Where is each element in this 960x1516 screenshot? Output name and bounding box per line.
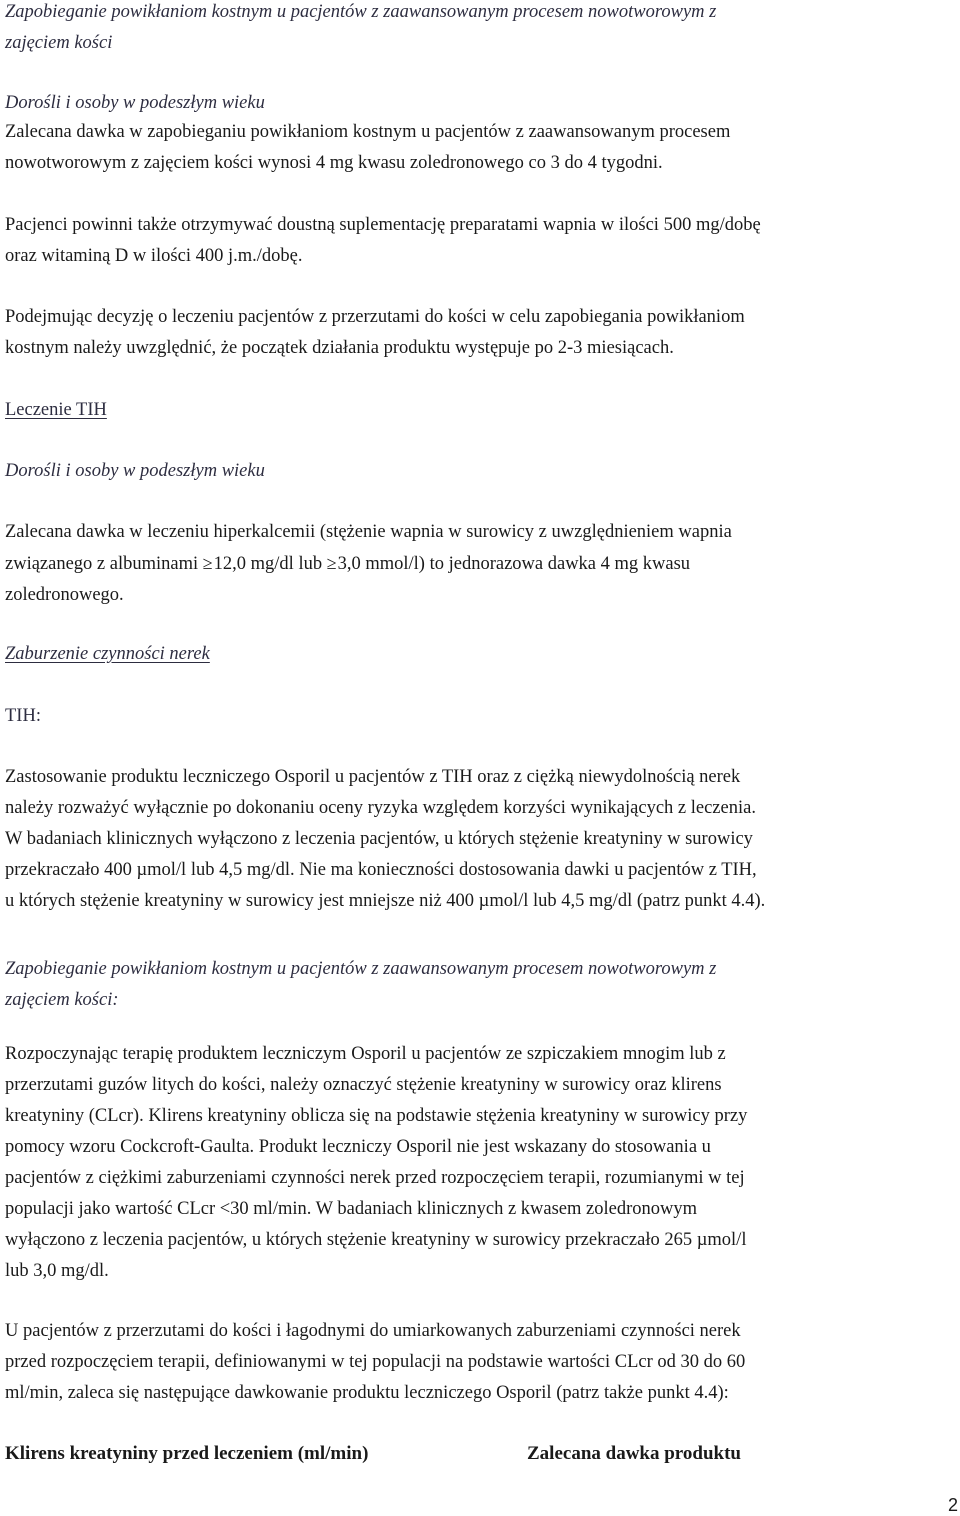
- paragraph-line: W badaniach klinicznych wyłączono z leczenia pacjentów, u których stężenie kreatyniny w surowicy: [5, 829, 753, 849]
- section-heading-renal-impairment: [5, 639, 955, 670]
- paragraph-line: kreatyniny (CLcr). Klirens kreatyniny oblicza się na podstawie stężenia kreatyniny w surowicy przy: [5, 1106, 748, 1126]
- paragraph-line: ml/min, zaleca się następujące dawkowanie produktu leczniczego Osporil (patrz także punkt 4.4):: [5, 1383, 729, 1403]
- paragraph-line: Zalecana dawka w zapobieganiu powikłaniom kostnym u pacjentów z zaawansowanym procesem: [5, 122, 731, 142]
- heading-text: Leczenie TIH: [5, 400, 107, 420]
- greater-equal-symbol: ≥: [202, 553, 213, 573]
- table-header-recommended-dose: Zalecana dawka produktu: [527, 1443, 741, 1464]
- paragraph-line: pacjentów z ciężkimi zaburzeniami czynności nerek przed rozpoczęciem terapii, rozumianymi w tej: [5, 1168, 745, 1188]
- paragraph-line: Zalecana dawka w leczeniu hiperkalcemii (stężenie wapnia w surowicy z uwzględnieniem wapnia: [5, 522, 732, 542]
- paragraph-line: Podejmując decyzję o leczeniu pacjentów z przerzutami do kości w celu zapobiegania powikłaniom: [5, 307, 745, 327]
- paragraph-myeloma-renal: [5, 1039, 955, 1287]
- subheading-adults: [5, 88, 955, 119]
- paragraph-line: U pacjentów z przerzutami do kości i łagodnymi do umiarkowanych zaburzeniami czynności nerek: [5, 1321, 741, 1341]
- page-number: 2: [947, 1495, 958, 1515]
- subheading-text: Dorośli i osoby w podeszłym wieku: [5, 93, 265, 113]
- paragraph-line: przed rozpoczęciem terapii, definiowanymi w tej populacji na podstawie wartości CLcr od 30 do 60: [5, 1352, 746, 1372]
- paragraph-hypercalcemia-dose: [5, 517, 955, 611]
- paragraph-line: wyłączono z leczenia pacjentów, u których stężenie kreatyniny w surowicy przekraczało 265 µmol/l: [5, 1230, 747, 1250]
- paragraph-recommended-dose: [5, 117, 955, 179]
- paragraph-supplementation: [5, 210, 955, 272]
- paragraph-line: populacji jako wartość CLcr <30 ml/min. W badaniach klinicznych z kwasem zoledronowym: [5, 1199, 698, 1219]
- text-fragment: 3,0 mmol/l) to jednorazowa dawka 4 mg kwasu: [337, 554, 691, 574]
- section-heading-tih-treatment: [5, 395, 955, 426]
- paragraph-line: [5, 548, 955, 580]
- label-tih: [5, 701, 955, 732]
- label-text: TIH:: [5, 706, 41, 726]
- heading-line: Zapobieganie powikłaniom kostnym u pacjentów z zaawansowanym procesem nowotworowym z: [5, 2, 717, 22]
- section-heading-prevention: [5, 0, 955, 59]
- paragraph-line: nowotworowym z zajęciem kości wynosi 4 mg kwasu zoledronowego co 3 do 4 tygodni.: [5, 153, 663, 173]
- paragraph-line: u których stężenie kreatyniny w surowicy jest mniejsze niż 400 µmol/l lub 4,5 mg/dl (patrz punkt 4.4).: [5, 891, 766, 911]
- paragraph-tih-renal: [5, 762, 955, 917]
- paragraph-line: Pacjenci powinni także otrzymywać doustną suplementację preparatami wapnia w ilości 500 mg/dobę: [5, 215, 761, 235]
- heading-text: Zaburzenie czynności nerek: [5, 644, 210, 664]
- paragraph-line: należy rozważyć wyłącznie po dokonaniu oceny ryzyka względem korzyści wynikających z leczenia.: [5, 798, 756, 818]
- paragraph-line: lub 3,0 mg/dl.: [5, 1261, 109, 1281]
- text-fragment: związanego z albuminami: [5, 554, 203, 574]
- heading-line: zajęciem kości: [5, 33, 113, 53]
- subheading-adults-tih: [5, 456, 955, 487]
- paragraph-line: kostnym należy uwzględnić, że początek działania produktu występuje po 2-3 miesiącach.: [5, 338, 674, 358]
- paragraph-line: przerzutami guzów litych do kości, należy oznaczyć stężenie kreatyniny w surowicy oraz klirens: [5, 1075, 722, 1095]
- text-fragment: 12,0 mg/dl lub: [213, 554, 327, 574]
- paragraph-line: Rozpoczynając terapię produktem leczniczym Osporil u pacjentów ze szpiczakiem mnogim lub z: [5, 1044, 726, 1064]
- paragraph-line: Zastosowanie produktu leczniczego Osporil u pacjentów z TIH oraz z ciężką niewydolnością nerek: [5, 767, 741, 787]
- subheading-text: Dorośli i osoby w podeszłym wieku: [5, 461, 265, 481]
- paragraph-line: pomocy wzoru Cockcroft-Gaulta. Produkt leczniczy Osporil nie jest wskazany do stosowania u: [5, 1137, 711, 1157]
- paragraph-line: oraz witaminą D w ilości 400 j.m./dobę.: [5, 246, 303, 266]
- heading-line: Zapobieganie powikłaniom kostnym u pacjentów z zaawansowanym procesem nowotworowym z: [5, 959, 717, 979]
- greater-equal-symbol: ≥: [326, 553, 337, 573]
- heading-line: zajęciem kości:: [5, 990, 119, 1010]
- paragraph-line: przekraczało 400 µmol/l lub 4,5 mg/dl. Nie ma konieczności dostosowania dawki u pacjentów z TIH,: [5, 860, 757, 880]
- table-header-creatinine-clearance: Klirens kreatyniny przed leczeniem (ml/min): [5, 1443, 369, 1464]
- paragraph-mild-moderate-renal: [5, 1316, 955, 1409]
- paragraph-line: zoledronowego.: [5, 585, 124, 605]
- section-heading-prevention-renal: [5, 954, 955, 1016]
- paragraph-treatment-decision: [5, 302, 955, 364]
